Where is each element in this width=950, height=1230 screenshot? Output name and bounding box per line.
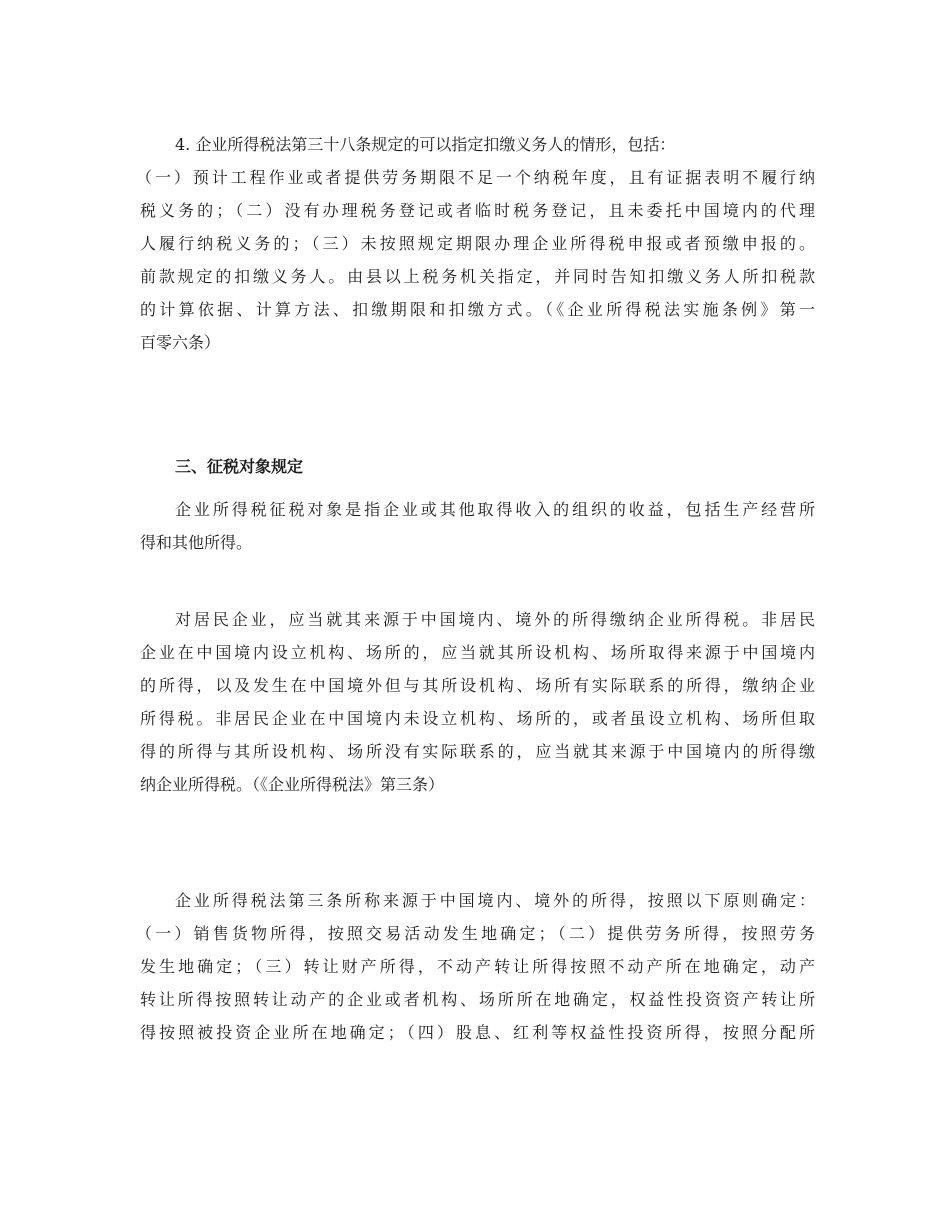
text-line: 企业在中国境内设立机构、场所的，应当就其所设机构、场所取得来源于中国境内 bbox=[140, 643, 815, 662]
section-title: 三、征税对象规定 bbox=[175, 457, 304, 476]
paragraph-article-38 bbox=[136, 128, 815, 359]
text-line: 得按照被投资企业所在地确定；（四）股息、红利等权益性投资所得，按照分配所 bbox=[140, 1023, 815, 1042]
text-line: 前款规定的扣缴义务人。由县以上税务机关指定，并同时告知扣缴义务人所扣税款 bbox=[140, 267, 815, 286]
paragraph-tax-object bbox=[140, 493, 815, 559]
text-line: 得的所得与其所设机构、场所没有实际联系的，应当就其来源于中国境内的所得缴 bbox=[140, 742, 815, 761]
text-line: 的计算依据、计算方法、扣缴期限和扣缴方式。（《企业所得税法实施条例》第一 bbox=[140, 300, 815, 319]
text-line: 百零六条） bbox=[140, 333, 221, 352]
text-line: 纳企业所得税。（《企业所得税法》第三条） bbox=[140, 775, 445, 794]
text-line: 对居民企业，应当就其来源于中国境内、境外的所得缴纳企业所得税。非居民 bbox=[175, 610, 815, 629]
text-line: 人履行纳税义务的；（三）未按照规定期限办理企业所得税申报或者预缴申报的。 bbox=[140, 234, 815, 253]
text-line: 的所得，以及发生在中国境外但与其所设机构、场所有实际联系的所得，缴纳企业 bbox=[140, 676, 815, 695]
text-line: （一）预计工程作业或者提供劳务期限不足一个纳税年度，且有证据表明不履行纳 bbox=[136, 168, 815, 187]
text-line: 转让所得按照转让动产的企业或者机构、场所所在地确定，权益性投资资产转让所 bbox=[140, 990, 815, 1009]
text-line: 所得税。非居民企业在中国境内未设立机构、场所的，或者虽设立机构、场所但取 bbox=[140, 709, 815, 728]
text-line: 发生地确定；（三）转让财产所得，不动产转让所得按照不动产所在地确定，动产 bbox=[140, 957, 815, 976]
paragraph-resident-enterprise bbox=[140, 603, 815, 801]
text-line: 4. 企业所得税法第三十八条规定的可以指定扣缴义务人的情形，包括： bbox=[175, 135, 676, 154]
section-heading bbox=[140, 450, 815, 483]
text-line: （一）销售货物所得，按照交易活动发生地确定；（二）提供劳务所得，按照劳务 bbox=[136, 924, 815, 943]
paragraph-income-source bbox=[136, 884, 815, 1049]
text-line: 税义务的；（二）没有办理税务登记或者临时税务登记，且未委托中国境内的代理 bbox=[140, 201, 815, 220]
text-line: 企业所得税法第三条所称来源于中国境内、境外的所得，按照以下原则确定： bbox=[175, 891, 815, 910]
text-line: 企业所得税征税对象是指企业或其他取得收入的组织的收益，包括生产经营所 bbox=[175, 500, 815, 519]
text-line: 得和其他所得。 bbox=[140, 533, 253, 552]
